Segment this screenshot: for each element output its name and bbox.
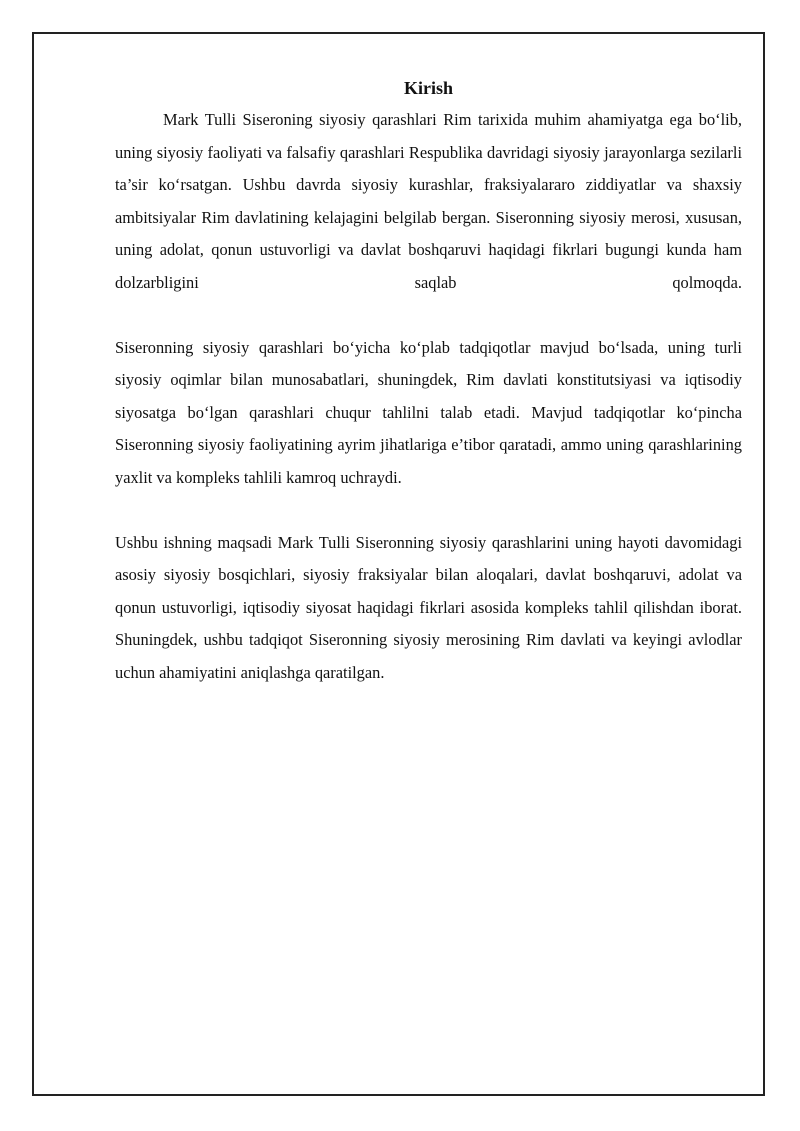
paragraph-spacer: [115, 494, 742, 527]
document-title: Kirish: [403, 78, 453, 98]
paragraph-intro: Mark Tulli Siseroning siyosiy qarashlari Rim tarixida muhim ahamiyatga ega bo‘lib, uning siyosiy faoliyati va falsafiy qarashlari Respublika davridagi siyosiy jarayonlarga sezilarli ta’sir ko‘rsatgan. Ushbu davrda siyosiy kurashlar, fraksiyalararo ziddiyatlar va shaxsiy ambitsiyalar Rim davlatining kelajagini belgilab bergan. Siseronning siyosiy merosi, xususan, uning adolat, qonun ustuvorligi va davlat boshqaruvi haqidagi fikrlari bugungi kunda ham dolzarbligini saqlab qolmoqda.: [115, 110, 742, 292]
paragraph-research-state: Siseronning siyosiy qarashlari bo‘yicha ko‘plab tadqiqotlar mavjud bo‘lsada, uning turli siyosiy oqimlar bilan munosabatlari, shuningdek, Rim davlati konstitutsiyasi va iqtisodiy siyosatga bo‘lgan qarashlari chuqur tahlilni talab etadi. Mavjud tadqiqotlar ko‘pincha Siseronning siyosiy faoliyatining ayrim jihatlariga e’tibor qaratadi, ammo uning qarashlarining yaxlit va kompleks tahlili kamroq uchraydi.: [115, 337, 742, 487]
paragraph-spacer: [115, 299, 742, 332]
paragraph-aim: Ushbu ishning maqsadi Mark Tulli Siseronning siyosiy qarashlarini uning hayoti davomidagi asosiy siyosiy bosqichlari, siyosiy fraksiyalar bilan aloqalari, davlat boshqaruvi, adolat va qonun ustuvorligi, iqtisodiy siyosat haqidagi fikrlari asosida kompleks tahlil qilishdan iborat. Shuningdek, ushbu tadqiqot Siseronning siyosiy merosining Rim davlati va keyingi avlodlar uchun ahamiyatini aniqlashga qaratilgan.: [115, 532, 742, 682]
document-body: [115, 74, 742, 689]
